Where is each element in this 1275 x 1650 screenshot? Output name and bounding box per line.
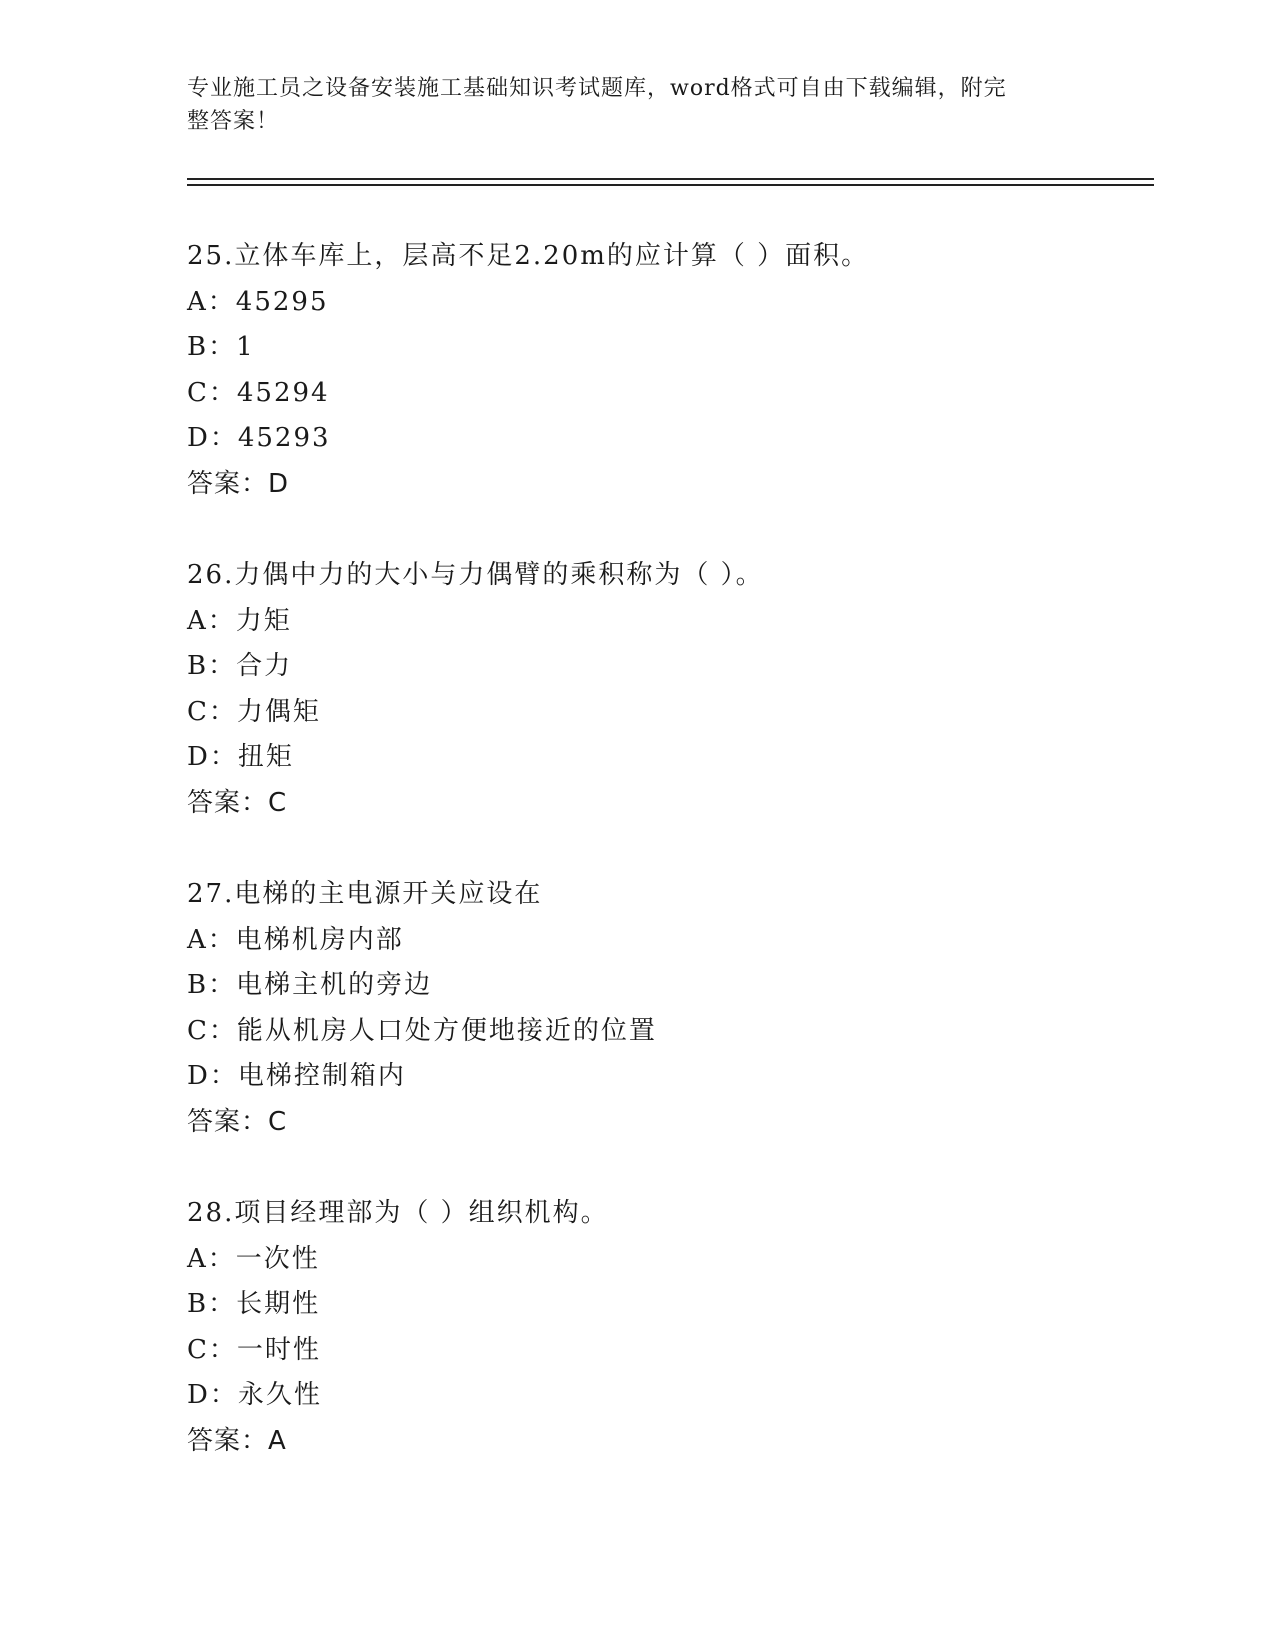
option-c: C：力偶矩 xyxy=(187,696,321,727)
document-header xyxy=(187,72,1067,138)
question-stem: 26.力偶中力的大小与力偶臂的乘积称为（ ）。 xyxy=(187,560,764,590)
option-a: A：45295 xyxy=(187,286,329,317)
option-c: C：一时性 xyxy=(187,1334,321,1365)
option-c: C：45294 xyxy=(187,377,330,408)
header-line-1: 专业施工员之设备安装施工基础知识考试题库，word格式可自由下载编辑，附完 xyxy=(187,76,1007,101)
option-a: A：力矩 xyxy=(187,605,292,636)
question-stem: 27.电梯的主电源开关应设在 xyxy=(187,879,543,909)
option-b: B：合力 xyxy=(187,651,293,681)
question-25 xyxy=(187,234,1147,553)
option-d: D：扭矩 xyxy=(187,742,294,772)
question-stem: 25.立体车库上，层高不足2.20m的应计算（ ）面积。 xyxy=(187,241,870,271)
answer-line: 答案：D xyxy=(187,468,290,499)
option-d: D：电梯控制箱内 xyxy=(187,1061,406,1091)
answer-line: 答案：C xyxy=(187,787,288,818)
question-27 xyxy=(187,872,1147,1191)
header-line-2: 整答案！ xyxy=(187,109,280,134)
option-b: B：电梯主机的旁边 xyxy=(187,970,433,1000)
question-26 xyxy=(187,553,1147,872)
option-d: D：45293 xyxy=(187,423,331,453)
answer-line: 答案：C xyxy=(187,1106,288,1137)
question-28 xyxy=(187,1191,1147,1510)
question-stem: 28.项目经理部为（ ）组织机构。 xyxy=(187,1198,609,1228)
header-divider-top xyxy=(187,178,1154,180)
answer-line: 答案：A xyxy=(187,1425,287,1456)
option-c: C：能从机房人口处方便地接近的位置 xyxy=(187,1015,657,1046)
option-a: A：电梯机房内部 xyxy=(187,924,404,955)
option-a: A：一次性 xyxy=(187,1243,320,1274)
option-d: D：永久性 xyxy=(187,1380,322,1410)
question-list xyxy=(187,234,1147,1510)
option-b: B：1 xyxy=(187,332,255,362)
option-b: B：长期性 xyxy=(187,1289,321,1319)
header-divider-bottom xyxy=(187,184,1154,186)
